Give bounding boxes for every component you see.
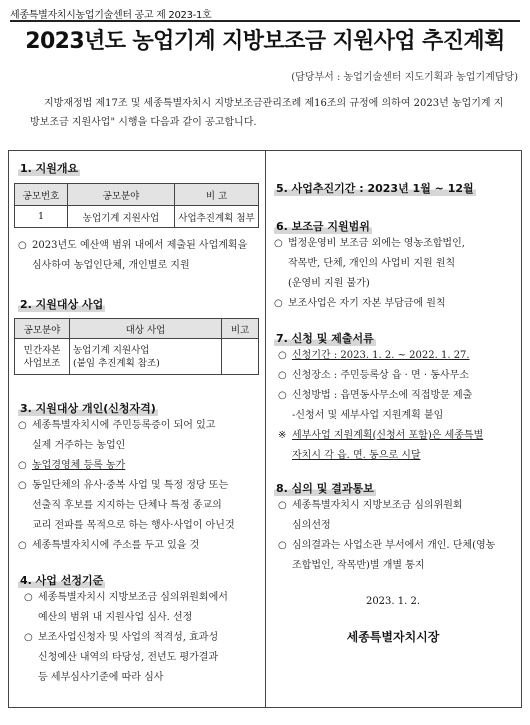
- doc-number: 세종특별자치시농업기술센터 공고 제 2023-1호: [10, 10, 212, 21]
- cell-number: 1: [15, 206, 68, 228]
- col-header-field: 공모분야: [68, 184, 175, 206]
- section-4-title: 4. 사업 선정기준: [20, 574, 104, 587]
- section-8-title: 8. 심의 및 결과통보: [276, 482, 374, 495]
- intro-paragraph: 지방재정법 제17조 및 세종특별자치시 지방보조금관리조례 제16조의 규정에 의하여 2023년 농업기계 지방보조금 지원사업" 시행을 다음과 같이 공고합니다.: [30, 98, 504, 128]
- cell-remark: [222, 339, 259, 375]
- section-7-title: 7. 신청 및 제출서류: [276, 332, 374, 345]
- section-1-title: 1. 지원개요: [20, 162, 79, 175]
- section-6-body: ○ 법정운영비 보조금 외에는 영농조합법인, 작목반, 단체, 개인의 사업비 지원 원칙 (운영비 지원 불가) ○ 보조사업은 자기 자본 부담금에 원칙: [274, 238, 465, 309]
- reference-mark: ※: [278, 430, 287, 441]
- col-header-field: 공모분야: [15, 319, 70, 339]
- section-1-note: ○ 2023년도 예산액 범위 내에서 제출된 사업계획을 심사하여 농업인단체, 개인별로 지원: [18, 236, 263, 276]
- section-5-title: 5. 사업추진기간 : 2023년 1월 ~ 12월: [276, 182, 474, 195]
- column-divider: [265, 150, 266, 708]
- cell-remark: 사업추진계획 첨부: [175, 206, 259, 228]
- section-8-body: ○ 세종특별자치시 지방보조금 심의위원회 심의선정 ○ 심의결과는 사업소관 부서에서 개인. 단체(영농 조합법인, 작목반)별 개별 통지: [278, 500, 496, 571]
- overview-table: [14, 183, 259, 228]
- header-rule: [10, 20, 520, 22]
- bullet-icon: ○: [18, 240, 27, 251]
- section-3-title: 3. 지원대상 개인(신청자격): [20, 402, 156, 415]
- section-7-body: ○ 신청기간 : 2023. 1. 2. ~ 2022. 1. 27. ○ 신청장소 : 주민등록상 읍 · 면 · 동사무소 ○ 신청방법 : 읍면동사무소에 직접방문 제출 -신청서 및 세부사업 지원계획 붙임 ※ 세부사업 지원계획(신청서 포함)은 세종특별 자치시 각 읍. 면. 동으로 시달: [278, 350, 484, 461]
- announcement-date: 2023. 1. 2.: [365, 596, 421, 607]
- col-header-business: 대상 사업: [70, 319, 222, 339]
- col-header-remark: 비고: [222, 319, 259, 339]
- cell-field: 민간자본 사업보조: [15, 339, 70, 375]
- department-note: (담당부서 : 농업기술센터 지도기획과 농업기계담당): [291, 72, 518, 83]
- page-title: 2023년도 농업기계 지방보조금 지원사업 추진계획: [25, 29, 505, 54]
- cell-business: 농업기계 지원사업 (붙임 추진계획 참조): [70, 339, 222, 375]
- cell-field: 농업기계 지원사업: [68, 206, 175, 228]
- section-2-title: 2. 지원대상 사업: [20, 298, 104, 311]
- section-6-title: 6. 보조금 지원범위: [276, 220, 370, 233]
- col-header-remark: 비 고: [175, 184, 259, 206]
- section-3-body: ○ 세종특별자치시에 주민등록증이 되어 있고 실제 거주하는 농업인 ○ 농업경영체 등록 농가 ○ 동일단체의 유사·중복 사업 및 특정 정당 또는 선출직 후보를 지지하는 단체나 특정 종교의 교리 전파를 목적으로 하는 행사·사업이 아닌것 ○ 세종특별자치시에 주소를 두고 있을 것: [18, 420, 235, 551]
- section-4-body: ○ 세종특별자치시 지방보조금 심의위원회에서 예산의 범위 내 지원사업 심사. 선정 ○ 보조사업신청자 및 사업의 적격성, 효과성 신청예산 내역의 타당성, 전년도 평가결과 등 세부심사기준에 따라 심사: [24, 592, 228, 683]
- signer-name: 세종특별자치시장: [346, 630, 440, 644]
- target-business-table: [14, 318, 259, 375]
- col-header-number: 공모번호: [15, 184, 68, 206]
